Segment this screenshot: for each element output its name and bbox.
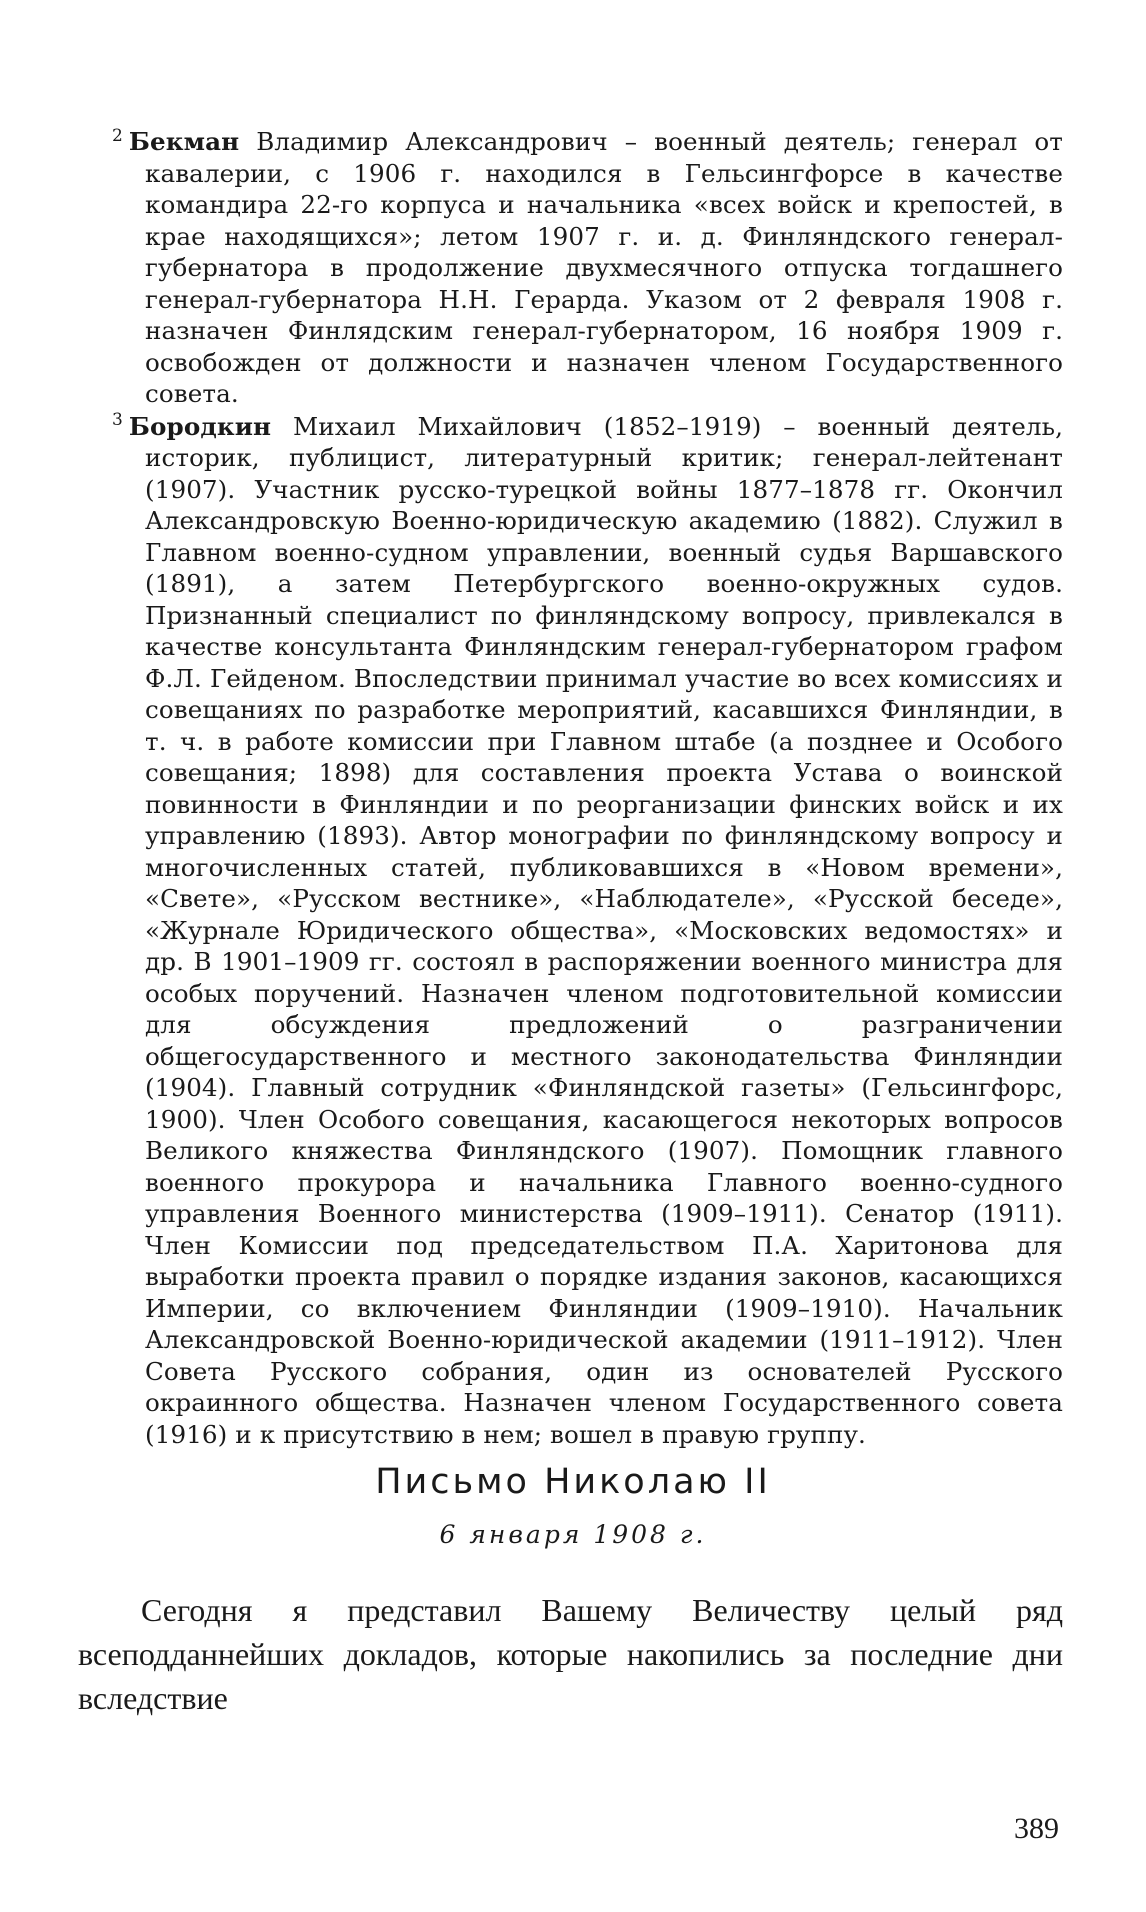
- letter-body: [78, 1588, 1063, 1720]
- footnote-text: Владимир Александрович – военный деятель; генерал от кавалерии, с 1906 г. находился в Гельсингфорсе в качестве командира 22-го корпуса и начальника «всех войск и крепостей, в крае находящихся»; летом 1907 г. и. д. Финляндского генерал-губернатора в продолжение двухмесячного отпуска тогдашнего генерал-губернатора Н.Н. Герарда. Указом от 2 февраля 1908 г. назначен Финлядским генерал-губернатором, 16 ноября 1909 г. освобожден от должности и назначен членом Государственного совета.: [145, 127, 1063, 408]
- footnotes: [78, 126, 1063, 1451]
- letter-date: 6 января 1908 г.: [439, 1520, 707, 1549]
- footnote-3: [78, 411, 1063, 1451]
- footnote-2: [78, 126, 1063, 410]
- footnote-person-name: Бекман: [128, 127, 240, 156]
- footnote-person-name: Бородкин: [128, 411, 272, 441]
- page-number: 389: [1014, 1812, 1059, 1845]
- letter-paragraph: Сегодня я представил Вашему Величеству целый ряд всеподданнейших докладов, которые накопились за последние дни вследствие: [78, 1592, 1063, 1716]
- footnote-number: 2: [112, 125, 123, 146]
- footnote-text: Михаил Михайлович (1852–1919) – военный деятель, историк, публицист, литературный критик; генерал-лейтенант (1907). Участник русско-турецкой войны 1877–1878 гг. Окончил Александровскую Военно-юридическую академию (1882). Служил в Главном военно-судном управлении, военный судья Варшавского (1891), а затем Петербургского военно-окружных судов. Признанный специалист по финляндскому вопросу, привлекался в качестве консультанта Финляндским генерал-губернатором графом Ф.Л. Гейденом. Впоследствии принимал участие во всех комиссиях и совещаниях по разработке мероприятий, касавшихся Финляндии, в т. ч. в работе комиссии при Главном штабе (а позднее и Особого совещания; 1898) для составления проекта Устава о воинской повинности в Финляндии и по реорганизации финских войск и их управлению (1893). Автор монографии по финляндскому вопросу и многочисленных статей, публиковавшихся в «Новом времени», «Свете», «Русском вестнике», «Наблюдателе», «Русской беседе», «Журнале Юридического общества», «Московских ведомостях» и др. В 1901–1909 гг. состоял в распоряжении военного министра для особых поручений. Назначен членом подготовительной комиссии для обсуждения предложений о разграничении общегосударственного и местного законодательства Финляндии (1904). Главный сотрудник «Финляндской газеты» (Гельсингфорс, 1900). Член Особого совещания, касающегося некоторых вопросов Великого княжества Финляндского (1907). Помощник главного военного прокурора и начальника Главного военно-судного управления Военного министерства (1909–1911). Сенатор (1911). Член Комиссии под председательством П.А. Харитонова для выработки проекта правил о порядке издания законов, касающихся Империи, со включением Финляндии (1909–1910). Начальник Александровской Военно-юридической академии (1911–1912). Член Совета Русского собрания, один из основателей Русского окраинного общества. Назначен членом Государственного совета (1916) и к присутствию в нем; вошел в правую группу.: [145, 411, 1063, 1449]
- footnote-number: 3: [112, 410, 123, 431]
- letter-title: Письмо Николаю II: [375, 1462, 771, 1502]
